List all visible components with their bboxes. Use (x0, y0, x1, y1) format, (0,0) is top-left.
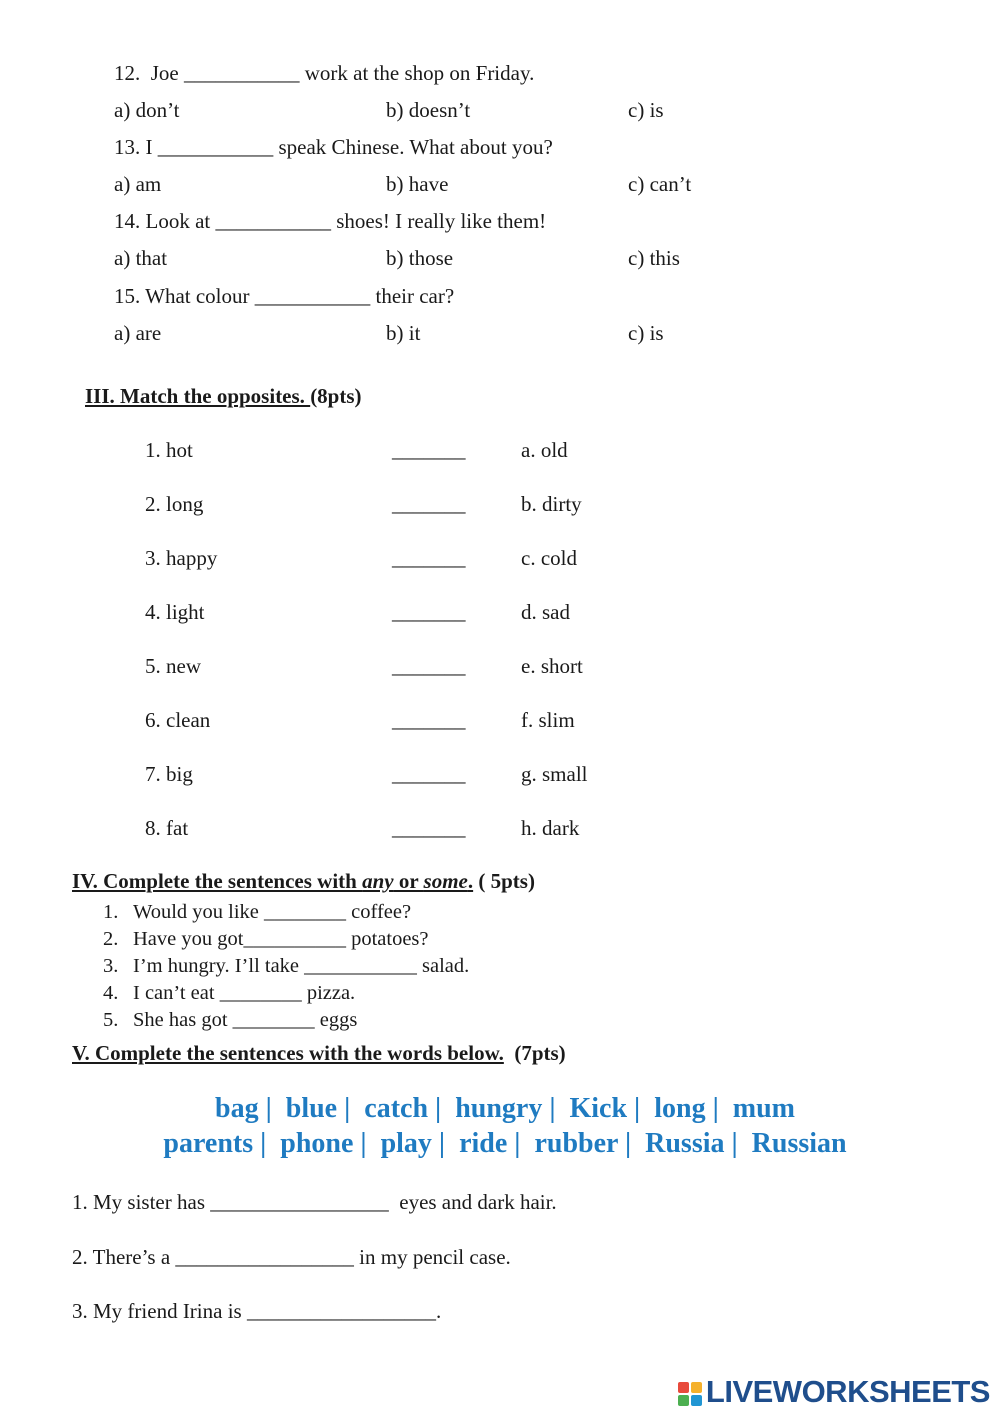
match-right-item: e. short (521, 654, 583, 678)
heading-or: or (393, 869, 424, 893)
item-number: 3. (103, 955, 119, 977)
section-5-title: V. Complete the sentences with the words below. (72, 1041, 504, 1065)
match-answer-blank[interactable]: _______ (392, 654, 466, 678)
logo-text: LIVEWORKSHEETS (705, 1374, 990, 1409)
match-right-item: h. dark (521, 816, 580, 840)
item-text: Have you got__________ potatoes? (133, 928, 429, 950)
match-left-item: 8. fat (145, 816, 189, 840)
match-right-item: b. dirty (521, 492, 582, 516)
match-right-item: g. small (521, 762, 588, 786)
match-left-item: 1. hot (145, 438, 193, 462)
match-answer-blank[interactable]: _______ (392, 546, 466, 570)
word-bank-line-1: bag | blue | catch | hungry | Kick | long | mum (215, 1093, 795, 1124)
sentence-2: 2. There’s a _________________ in my pencil case. (72, 1245, 511, 1269)
match-answer-blank[interactable]: _______ (392, 708, 466, 732)
option-c: c) is (628, 98, 664, 122)
word-bank-line-2: parents | phone | play | ride | rubber | Russia | Russian (163, 1128, 847, 1159)
match-answer-blank[interactable]: _______ (392, 600, 466, 624)
match-right-item: f. slim (521, 708, 575, 732)
section-4-title (72, 869, 473, 893)
heading-some: some (423, 869, 468, 893)
match-answer-blank[interactable]: _______ (392, 492, 466, 516)
option-c: c) this (628, 246, 680, 270)
option-a: a) am (114, 172, 162, 196)
match-answer-blank[interactable]: _______ (392, 816, 466, 840)
question-stem: 13. I ___________ speak Chinese. What about you? (114, 135, 553, 159)
match-right-item: d. sad (521, 600, 570, 624)
option-c: c) can’t (628, 172, 692, 196)
heading-any: any (362, 869, 394, 893)
option-a: a) are (114, 321, 162, 345)
option-b: b) have (386, 172, 449, 196)
sentence-1: 1. My sister has _________________ eyes and dark hair. (72, 1190, 557, 1214)
match-left-item: 6. clean (145, 708, 211, 732)
match-left-item: 3. happy (145, 546, 218, 570)
item-text: I’m hungry. I’ll take ___________ salad. (133, 955, 470, 977)
question-stem: 12. Joe ___________ work at the shop on Friday. (114, 61, 535, 85)
option-b: b) those (386, 246, 454, 270)
heading-text: IV. Complete the sentences with (72, 869, 363, 893)
item-number: 1. (103, 901, 119, 923)
item-number: 2. (103, 928, 119, 950)
match-left-item: 4. light (145, 600, 205, 624)
section-5-points: (7pts) (503, 1041, 566, 1065)
match-left-item: 5. new (145, 654, 201, 678)
question-stem: 14. Look at ___________ shoes! I really like them! (114, 209, 547, 233)
item-number: 5. (103, 1009, 119, 1031)
section-3-points: (8pts) (310, 384, 362, 408)
section-5-heading (72, 1041, 566, 1066)
section-4-heading (72, 869, 535, 894)
option-b: b) it (386, 321, 421, 345)
match-answer-blank[interactable]: _______ (392, 762, 466, 786)
section-4-points: ( 5pts) (473, 869, 535, 893)
option-b: b) doesn’t (386, 98, 471, 122)
item-text: She has got ________ eggs (133, 1009, 358, 1031)
match-left-item: 2. long (145, 492, 204, 516)
sentence-3: 3. My friend Irina is __________________. (72, 1299, 442, 1323)
section-3-heading (85, 384, 362, 409)
match-answer-blank[interactable]: _______ (392, 438, 466, 462)
option-c: c) is (628, 321, 664, 345)
liveworksheets-logo-icon (678, 1382, 702, 1406)
question-stem: 15. What colour ___________ their car? (114, 284, 455, 308)
match-right-item: c. cold (521, 546, 577, 570)
item-number: 4. (103, 982, 119, 1004)
match-left-item: 7. big (145, 762, 193, 786)
heading-dot: . (467, 869, 474, 893)
section-3-title: III. Match the opposites. (85, 384, 311, 408)
item-text: I can’t eat ________ pizza. (133, 982, 356, 1004)
match-right-item: a. old (521, 438, 568, 462)
item-text: Would you like ________ coffee? (133, 901, 412, 923)
option-a: a) that (114, 246, 168, 270)
liveworksheets-logo (678, 1374, 990, 1410)
option-a: a) don’t (114, 98, 180, 122)
